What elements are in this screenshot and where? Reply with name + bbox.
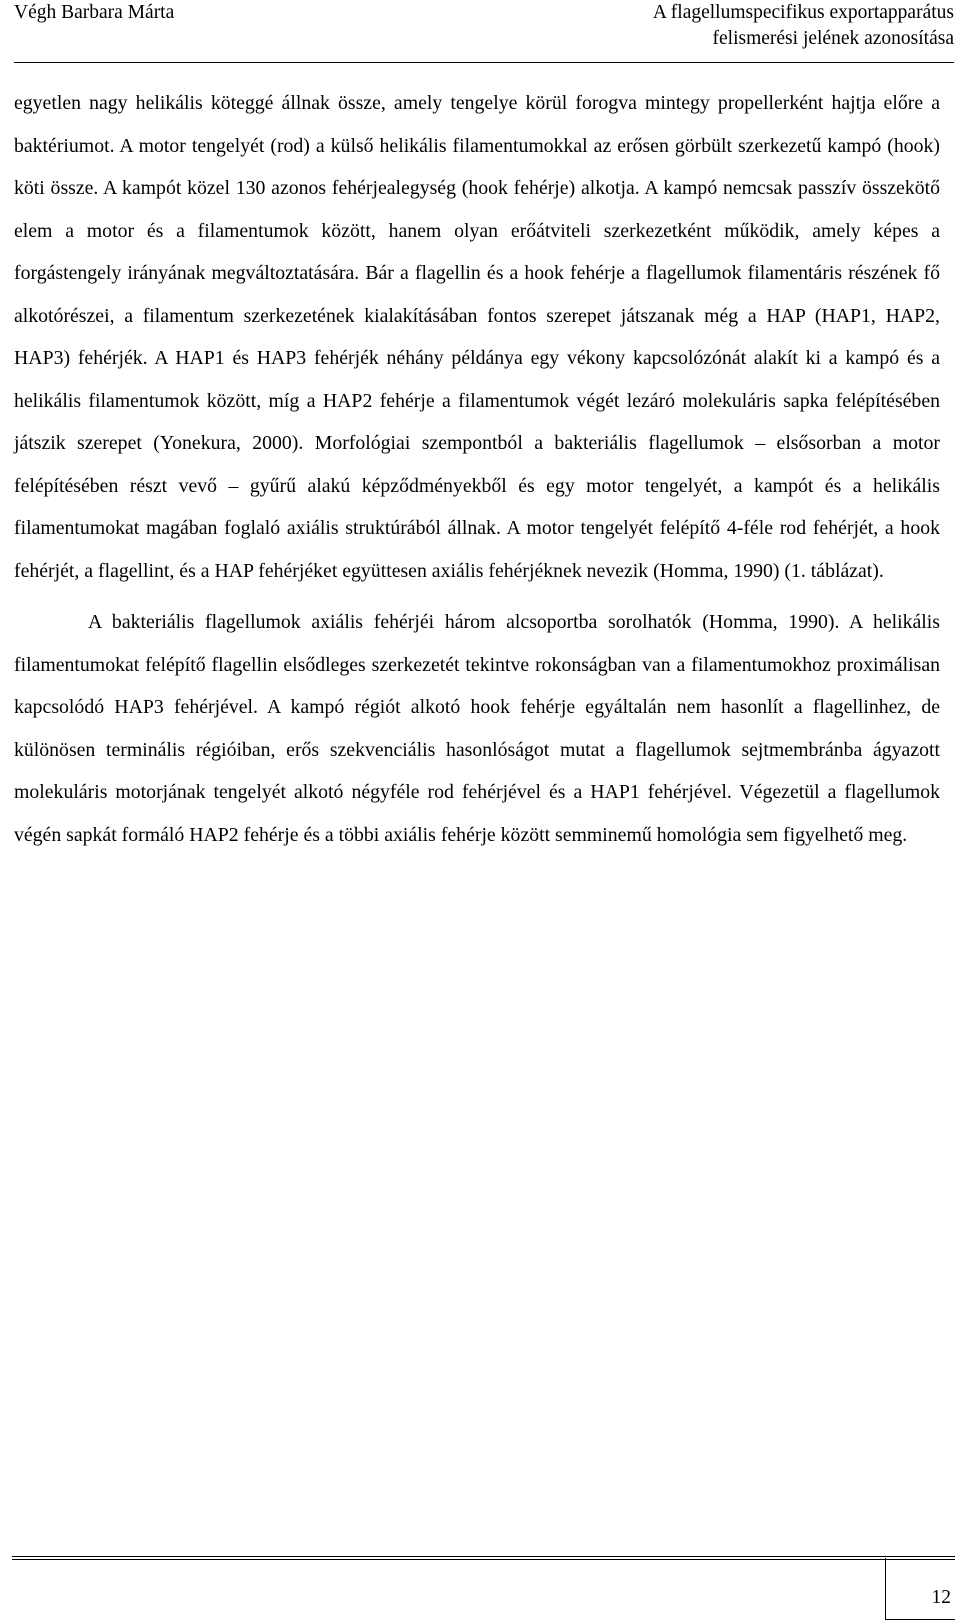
page-number-box (885, 1558, 955, 1620)
footer-rule (12, 1556, 955, 1560)
page-footer (12, 1556, 955, 1620)
main-text (14, 82, 940, 856)
header-title-line1: A flagellumspecifikus exportapparátus (652, 2, 954, 23)
page-number: 12 (931, 1587, 951, 1608)
header-author: Végh Barbara Márta (14, 2, 175, 23)
paragraph-1: egyetlen nagy helikális köteggé állnak össze, amely tengelye körül forogva mintegy propellerként hajtja előre a baktériumot. A motor tengelyét (rod) a külső helikális filamentumokkal az erősen görbült szerkezetű kampó (hook) köti össze. A kampót közel 130 azonos fehérjealegység (hook fehérje) alkotja. A kampó nemcsak passzív összekötő elem a motor és a filamentumok között, hanem olyan erőátviteli szerkezetként működik, amely képes a forgástengely irányának megváltoztatására. Bár a flagellin és a hook fehérje a flagellumok filamentáris részének fő alkotórészei, a filamentum szerkezetének kialakításában fontos szerepet játszanak még a HAP (HAP1, HAP2, HAP3) fehérjék. A HAP1 és HAP3 fehérjék néhány példánya egy vékony kapcsolózónát alakít ki a kampó és a helikális filamentumok között, míg a HAP2 fehérje a filamentumok végét lezáró molekuláris sapka felépítésében játszik szerepet (Yonekura, 2000). Morfológiai szempontból a bakteriális flagellumok – elsősorban a motor felépítésében részt vevő – gyűrű alakú képződményekből és egy motor tengelyét, a kampót és a helikális filamentumokat magában foglaló axiális struktúrából állnak. A motor tengelyét felépítő 4-féle rod fehérjét, a hook fehérjét, a flagellint, és a HAP fehérjéket együttesen axiális fehérjéknek nevezik (Homma, 1990) (1. táblázat). (14, 92, 940, 582)
paragraph-2: A bakteriális flagellumok axiális fehérjéi három alcsoportba sorolhatók (Homma, 1990). A helikális filamentumokat felépítő flagellin elsődleges szerkezetét tekintve rokonságban van a filamentumokhoz proximálisan kapcsolódó HAP3 fehérjével. A kampó régiót alkotó hook fehérje egyáltalán nem hasonlít a flagellinhez, de különösen terminális régióiban, erős szekvenciális hasonlóságot mutat a flagellumok sejtmembránba ágyazott molekuláris motorjának tengelyét alkotó négyféle rod fehérjével és a HAP1 fehérjével. Végezetül a flagellumok végén sapkát formáló HAP2 fehérje és a többi axiális fehérje között semminemű homológia sem figyelhető meg. (14, 611, 940, 846)
header-title-line2: felismerési jelének azonosítása (712, 28, 954, 49)
running-header (14, 0, 954, 63)
header-title (653, 0, 954, 52)
